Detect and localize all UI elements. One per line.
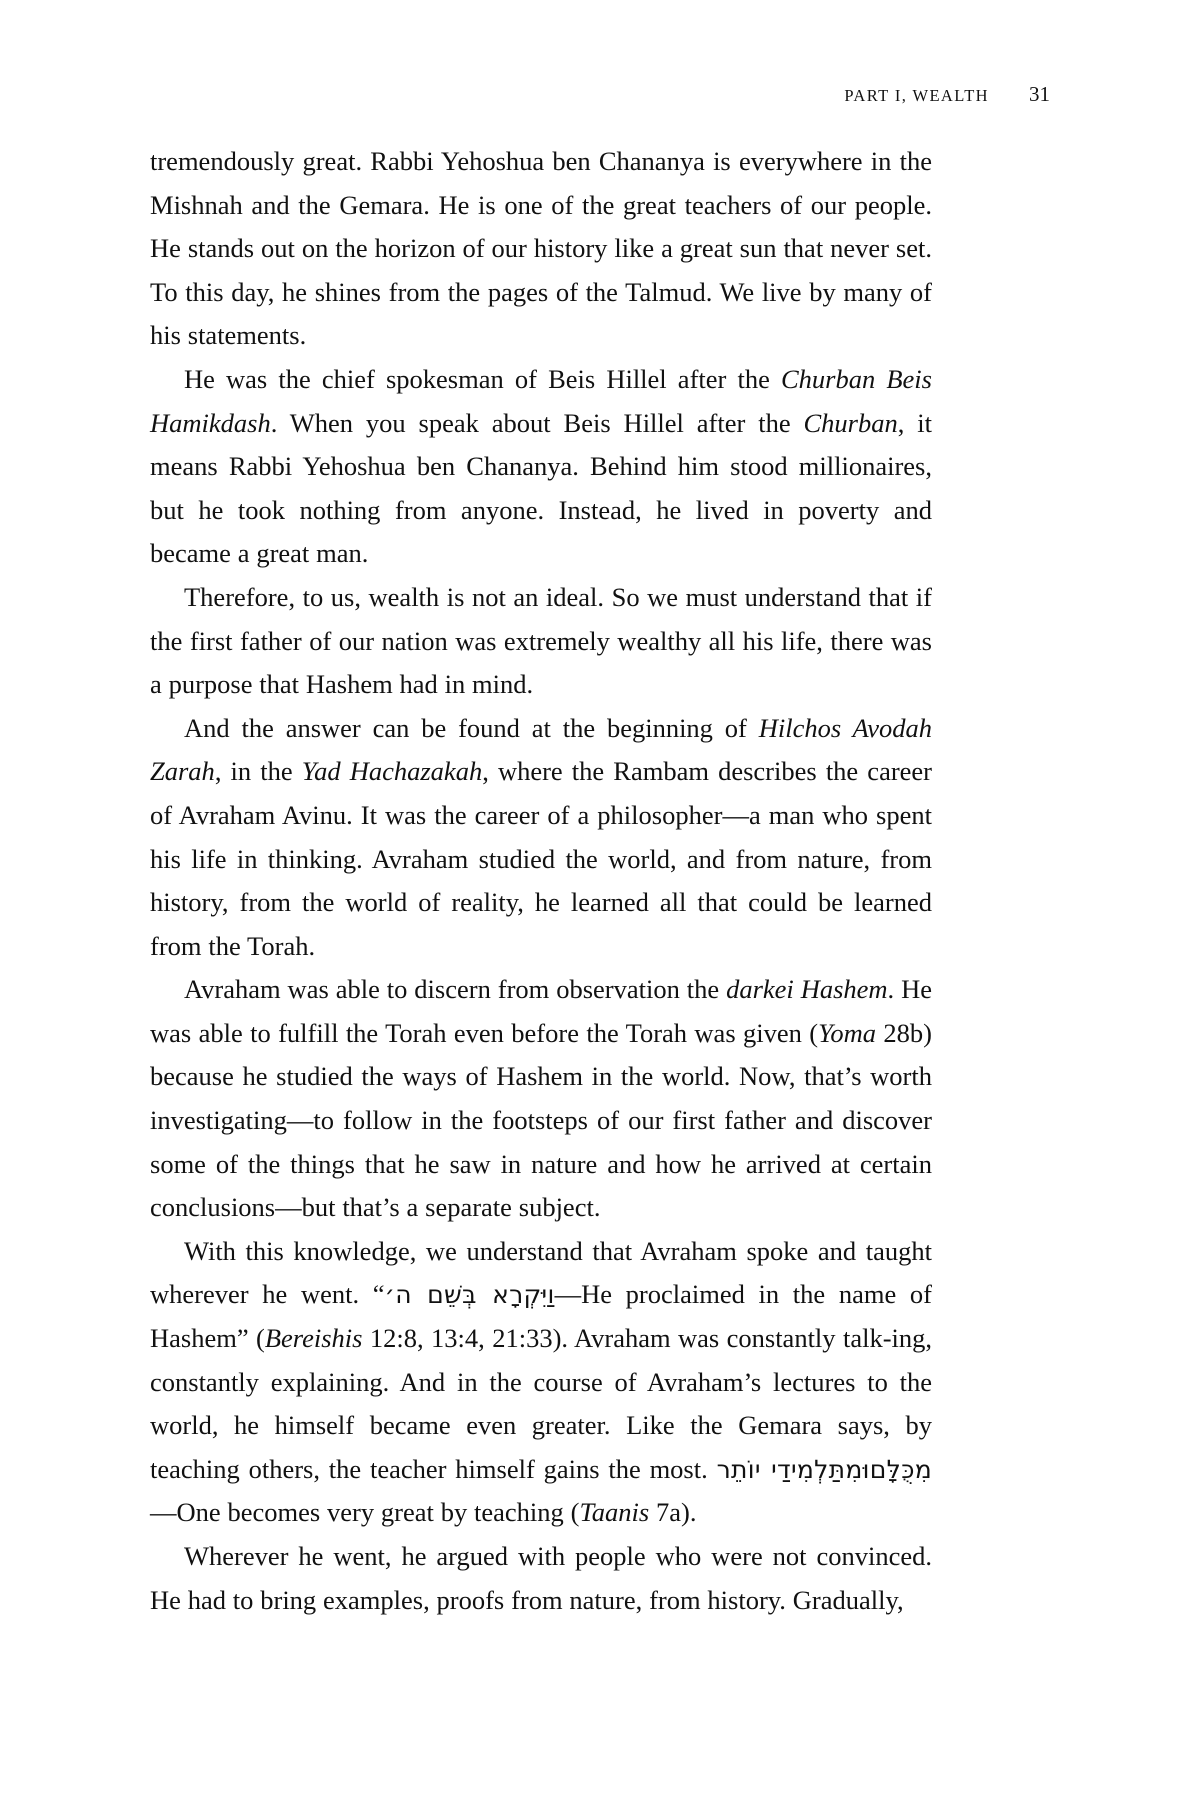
paragraph-5: [150, 968, 932, 1230]
p4-run-2: , in the: [214, 756, 302, 787]
p7-run-1: Wherever he went, he argued with people who were not convinced. He had to bring examples, proofs from nature, from history. Gradually,: [150, 1541, 932, 1615]
p5-run-4: to follow in the footsteps of our first father and discover some of the things that he saw in nature and how he arrived at certain conclusions: [150, 1105, 932, 1223]
p5-em-dash-2: —: [275, 1192, 302, 1223]
p5-em-dash-1: —: [286, 1105, 314, 1136]
page-number: 31: [1029, 82, 1050, 106]
p4-run-3: , where the Rambam describes the career of Avraham Avinu. It was the career of a philosopher: [150, 756, 933, 830]
p4-run-4: a man who spent his life in thinking. Avraham studied the world, and from nature, from history, from the world of reality, he learned all that could be learned from the Torah.: [150, 799, 932, 961]
p4-italic-hilchos-avodah-zarah: Hilchos Avodah Zarah: [150, 712, 932, 787]
p6-run-3: 12:8, 13:4, 21:33). Avraham was constantly talk-ing, constantly explaining. And in the course of Avraham’s lectures to the world, he himself became even greater. Like the Gemara says, by teaching others, the teacher himself gains the most.: [150, 1323, 933, 1484]
p4-em-dash-1: —: [722, 799, 749, 830]
p5-italic-yoma: Yoma: [818, 1017, 877, 1048]
p4-italic-yad-hachazakah: Yad Hachazakah: [301, 756, 483, 787]
p5-italic-darkei-hashem: darkei Hashem: [726, 974, 888, 1005]
p2-run-3: , it means Rabbi Yehoshua ben Chananya. Behind him stood millionaires, but he took nothing from anyone. Instead, he lived in poverty and became a great man.: [150, 407, 932, 569]
p5-run-1: Avraham was able to discern from observation the: [184, 974, 727, 1005]
p6-italic-taanis: Taanis: [579, 1497, 650, 1528]
p2-italic-churban: Churban: [803, 407, 898, 438]
paragraph-2: [150, 358, 932, 576]
p2-italic-churban-beis-hamikdash: Churban Beis Hamikdash: [150, 363, 932, 438]
p6-run-5: 7a).: [649, 1497, 697, 1528]
p6-italic-bereishis: Bereishis: [264, 1323, 363, 1354]
p2-run-2: . When you speak about Beis Hillel after the: [270, 407, 804, 438]
paragraph-1: [150, 140, 932, 358]
body-text-block: [150, 140, 932, 1622]
p5-run-2: . He was able to fulfill the Torah even before the Torah was given (: [150, 974, 932, 1048]
p1-run-1: tremendously great. Rabbi Yehoshua ben Chananya is everywhere in the Mishnah and the Gemara. He is one of the great teachers of our people. He stands out on the horizon of our history like a great sun that never set. To this day, he shines from the pages of the Talmud. We live by many of his statements.: [150, 146, 932, 351]
p5-run-3: 28b) because he studied the ways of Hashem in the world. Now, that’s worth investigating: [150, 1017, 932, 1136]
hebrew-phrase-vayikra-beshem-hashem: וַיִּקְרָא בְּשֵׁם ה׳: [384, 1280, 555, 1310]
hebrew-phrase-mikulam: מִכֻּלָּם: [869, 1454, 932, 1484]
hebrew-phrase-umitalmiday-yoser: וּמִתַּלְמִידַי יוֹתֵר: [716, 1454, 870, 1484]
paragraph-3: [150, 576, 932, 707]
p6-em-dash-1: —: [554, 1279, 582, 1310]
p2-run-1: He was the chief spokesman of Beis Hillel after the: [184, 363, 781, 394]
p6-em-dash-2: —: [150, 1497, 177, 1528]
running-header-title: PART I, WEALTH: [844, 86, 989, 105]
p6-run-2: He proclaimed in the name of Hashem” (: [150, 1279, 932, 1354]
paragraph-6: [150, 1230, 932, 1535]
paragraph-7: [150, 1535, 932, 1622]
paragraph-4: [150, 707, 932, 969]
p6-run-4: One becomes very great by teaching (: [176, 1497, 580, 1528]
p3-run-1: Therefore, to us, wealth is not an ideal. So we must understand that if the first father of our nation was extremely wealthy all his life, there was a purpose that Hashem had in mind.: [150, 581, 932, 700]
running-header: [150, 82, 1050, 108]
p4-run-1: And the answer can be found at the beginning of: [184, 712, 759, 743]
p6-run-1: With this knowledge, we understand that Avraham spoke and taught wherever he went. “: [150, 1235, 932, 1310]
p5-run-5: but that’s a separate subject.: [301, 1192, 601, 1223]
